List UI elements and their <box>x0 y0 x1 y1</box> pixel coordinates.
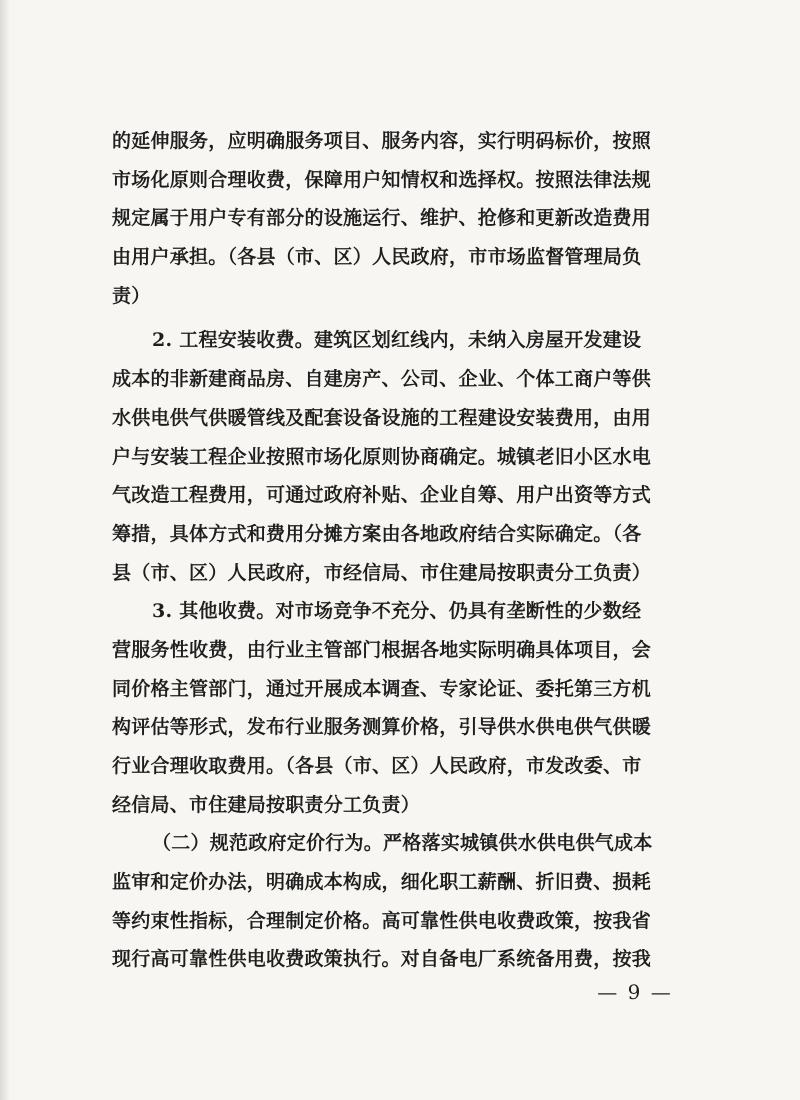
text-line: 县（市、区）人民政府，市经信局、市住建局按职责分工负责） <box>112 561 652 584</box>
text-line: 由用户承担。（各县（市、区）人民政府，市市场监督管理局负 <box>112 246 642 269</box>
text-line: 行业合理收取费用。（各县（市、区）人民政府，市发改委、市 <box>112 755 642 777</box>
text-line: 3. 其他收费。对市场竞争不充分、仍具有垄断性的少数经 <box>152 600 642 623</box>
text-line: 2. 工程安装收费。建筑区划红线内，未纳入房屋开发建设 <box>152 329 642 352</box>
scan-shadow-edge <box>0 0 10 1100</box>
text-line: 市场化原则合理收费，保障用户知情权和选择权。按照法律法规 <box>112 168 652 191</box>
text-line: 同价格主管部门，通过开展成本调查、专家论证、委托第三方机 <box>112 677 652 700</box>
page-number: — 9 — <box>597 980 673 1004</box>
text-line: 营服务性收费，由行业主管部门根据各地实际明确具体项目，会 <box>112 638 652 661</box>
text-line: 规定属于用户专有部分的设施运行、维护、抢修和更新改造费用 <box>112 207 652 230</box>
text-line: 气改造工程费用，可通过政府补贴、企业自筹、用户出资等方式 <box>112 484 652 507</box>
text-line: 等约束性指标，合理制定价格。高可靠性供电收费政策，按我省 <box>112 909 652 932</box>
text-line: 成本的非新建商品房、自建房产、公司、企业、个体工商户等供 <box>112 368 652 391</box>
text-line: 经信局、市住建局按职责分工负责） <box>112 793 421 816</box>
text-line: 水供电供气供暖管线及配套设备设施的工程建设安装费用，由用 <box>112 406 652 429</box>
text-line: （二）规范政府定价行为。严格落实城镇供水供电供气成本 <box>152 832 653 855</box>
text-line: 现行高可靠性供电收费政策执行。对自备电厂系统备用费，按我 <box>112 948 652 971</box>
body-text <box>112 122 692 979</box>
text-line: 构评估等形式，发布行业服务测算价格，引导供水供电供气供暖 <box>112 716 652 739</box>
text-line: 户与安装工程企业按照市场化原则协商确定。城镇老旧小区水电 <box>112 445 652 468</box>
text-line: 的延伸服务，应明确服务项目、服务内容，实行明码标价，按照 <box>112 130 652 152</box>
text-line: 责） <box>112 284 151 307</box>
text-line: 筹措，具体方式和费用分摊方案由各地政府结合实际确定。（各 <box>112 522 642 545</box>
text-line: 监审和定价办法，明确成本构成，细化职工薪酬、折旧费、损耗 <box>112 871 652 894</box>
